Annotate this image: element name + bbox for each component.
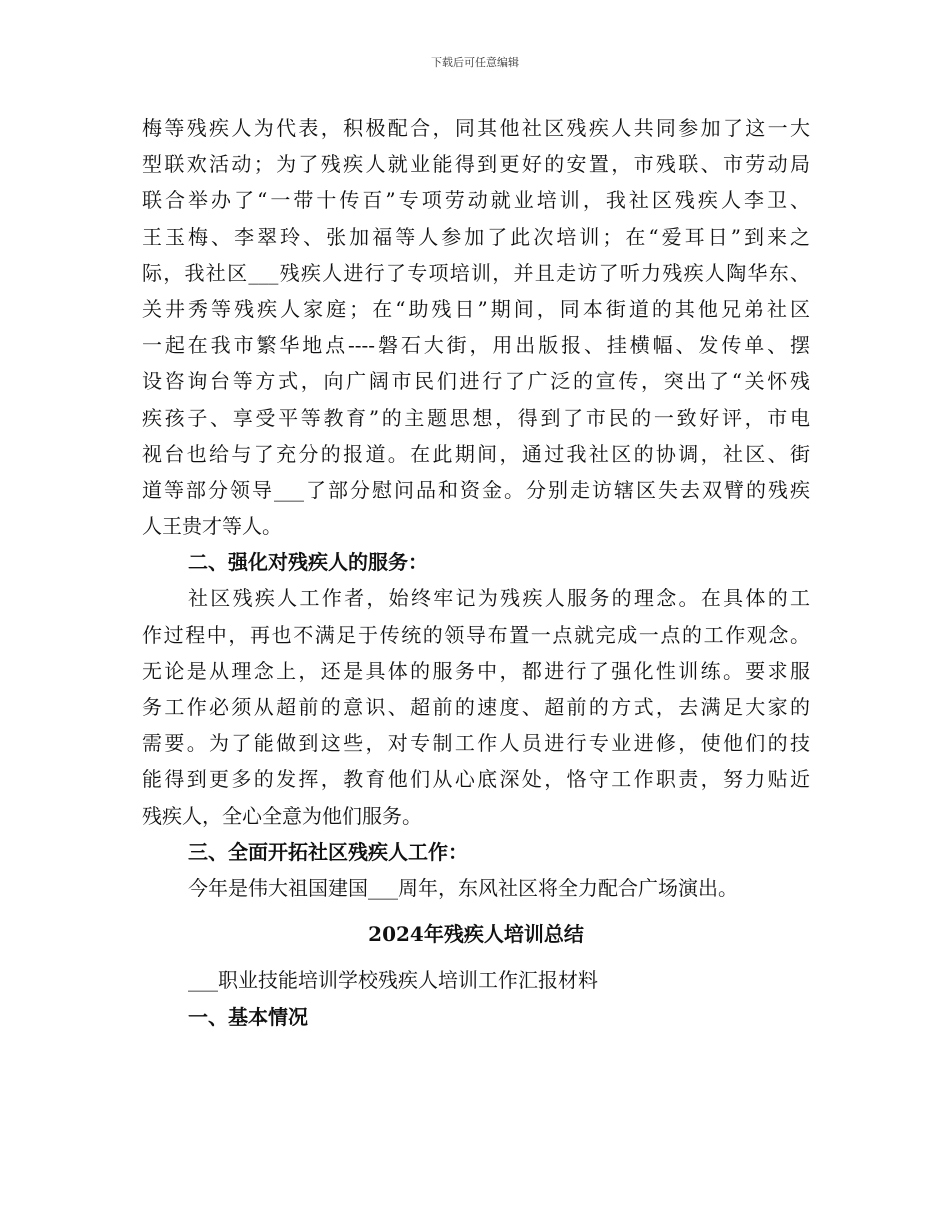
text-line: 型联欢活动；为了残疾人就业能得到更好的安置，市残联、市劳动局 [142, 152, 810, 177]
text-line: 务工作必须从超前的意识、超前的速度、超前的方式，去满足大家的 [142, 695, 810, 719]
text-line: 关井秀等残疾人家庭；在“助残日”期间，同本街道的其他兄弟社区 [142, 296, 810, 321]
text-line: 联合举办了“一带十传百”专项劳动就业培训，我社区残疾人李卫、 [142, 188, 810, 213]
text-line: 人王贵才等人。 [142, 514, 282, 539]
text-line: 视台也给与了充分的报道。在此期间，通过我社区的协调，社区、街 [142, 441, 810, 466]
document-subtitle: ___职业技能培训学校残疾人培训工作汇报材料 [188, 968, 598, 993]
text-line: 残疾人，全心全意为他们服务。 [142, 803, 422, 828]
text-line: 梅等残疾人为代表，积极配合，同其他社区残疾人共同参加了这一大 [142, 116, 810, 140]
section-heading-expand: 三、全面开拓社区残疾人工作： [188, 839, 468, 864]
document-title: 2024年残疾人培训总结 [368, 922, 584, 947]
text-line: 道等部分领导___了部分慰问品和资金。分别走访辖区失去双臂的残疾 [142, 477, 810, 502]
text-line: 疾孩子、享受平等教育”的主题思想，得到了市民的一致好评，市电 [142, 405, 810, 430]
text-line: 一起在我市繁华地点----磐石大街，用出版报、挂横幅、发传单、摆 [142, 333, 810, 358]
text-line: 作过程中，再也不满足于传统的领导布置一点就完成一点的工作观念。 [142, 622, 810, 647]
text-line: 社区残疾人工作者，始终牢记为残疾人服务的理念。在具体的工 [188, 586, 810, 611]
paragraph-expand: 今年是伟大祖国建国___周年，东风社区将全力配合广场演出。 [188, 875, 738, 900]
text-line: 际，我社区___残疾人进行了专项培训，并且走访了听力残疾人陶华东、 [142, 260, 810, 285]
paragraph-service [142, 580, 810, 833]
text-line: 设咨询台等方式，向广阔市民们进行了广泛的宣传，突出了“关怀残 [142, 369, 810, 394]
text-line: 王玉梅、李翠玲、张加福等人参加了此次培训；在“爱耳日”到来之 [142, 224, 810, 249]
document-body [142, 110, 810, 1035]
section-heading-basic: 一、基本情况 [188, 1004, 308, 1029]
text-line: 需要。为了能做到这些，对专制工作人员进行专业进修，使他们的技 [142, 731, 810, 756]
section-heading-service: 二、强化对残疾人的服务： [188, 550, 428, 575]
text-line: 能得到更多的发挥，教育他们从心底深处，恪守工作职责，努力贴近 [142, 767, 810, 792]
text-line: 无论是从理念上，还是具体的服务中，都进行了强化性训练。要求服 [142, 658, 810, 683]
page-header: 下载后可任意编辑 [431, 56, 519, 69]
paragraph-activities [142, 110, 810, 544]
